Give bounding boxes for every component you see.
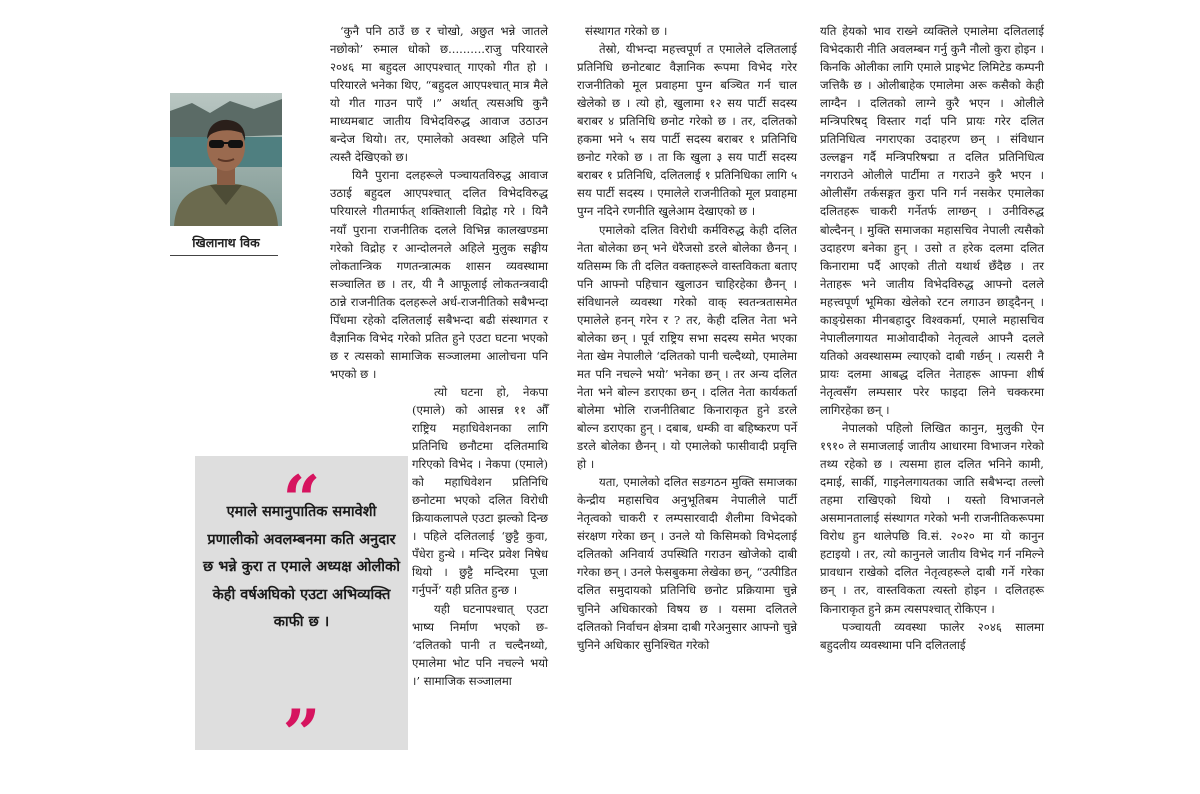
- col2-paragraph-3: एमालेको दलित विरोधी कर्मविरुद्ध केही दलित नेता बोलेका छन् भने धेरैजसो डरले बोलेका छैनन् । यतिसम्म कि ती दलित वक्ताहरूले वास्तविकता बताए पनि आफ्नो पहिचान खुलाउन चाहिरहेका छैनन् । संविधानले व्यवस्था गरेको वाक् स्वतन्त्रतासमेत एमालेले हनन् गरेन र ? तर, केही दलित नेता भने बोलेका छन् । पूर्व राष्ट्रिय सभा सदस्य समेत भएका नेता खेम नेपालीले ‘दलितको पानी चल्दैथ्यो, एमालेमा मत पनि नचल्ने भयो’ भनेका छन् । तर अन्य दलित नेता भने बोल्न डराएका छन् । दलित नेता कार्यकर्ता बोलेमा भोलि राजनीतिबाट किनाराकृत हुने डरले बोल्न डराएका हुन् । दबाब, धम्की वा बहिष्करण पर्ने डरले बोलेका छैनन् । यो एमालेको फासीवादी प्रवृत्ति हो ।: [577, 222, 797, 472]
- col2-paragraph-1: संस्थागत गरेको छ ।: [585, 24, 668, 38]
- pull-quote-text: एमाले समानुपातिक समावेशी प्रणालीको अवलम्बनमा कति अनुदार छ भन्ने कुरा त एमाले अध्यक्ष ओलीको केही वर्षअघिको एउटा अभिव्यक्ति काफी छ ।: [203, 504, 400, 630]
- col3-paragraph-2: नेपालको पहिलो लिखित कानुन, मुलुकी ऐन १९१० ले समाजलाई जातीय आधारमा विभाजन गरेको तथ्य रहेको छ । त्यसमा हाल दलित भनिने कामी, दमाई, सार्की, गाइनेलगायतका जाति सबैभन्दा तल्लो तहमा राखिएको थियो । यस्तो विभाजनले असमानतालाई संस्थागत गरेको भनी राजनीतिकरूपमा विरोध हुन थालेपछि वि.सं. २०२० मा यो कानुन हटाइयो । तर, त्यो कानुनले जातीय विभेद गर्न नमिल्ने प्रावधान राखेको दलित नेतृत्वहरूले दाबी गर्ने गरेका छन् । तर, वास्तविकता त्यस्तो होइन । दलितहरू किनाराकृत हुने क्रम त्यसपश्चात् रोकिएन ।: [820, 421, 1044, 616]
- author-photo: [170, 93, 282, 226]
- col2-paragraph-4: यता, एमालेको दलित सङगठन मुक्ति समाजका केन्द्रीय महासचिव अनुभूतिबम नेपालीले पार्टी नेतृत्वको चाकरी र लम्पसारवादी शैलीमा विभेदको संरक्षण गरेका छन् । उनले यो किसिमको विभेदलाई दलितको अनिवार्य उपस्थिति गराउन खोजेको दाबी गरेका छन् । उनले फेसबुकमा लेखेका छन्, “उत्पीडित दलित समुदायको प्रतिनिधि छनोट प्रक्रियामा चुन्ने चुनिने अधिकारको विषय छ । यसमा दलितले दलितको निर्वाचन क्षेत्रमा दाबी गरेअनुसार आफ्नो चुन्ने चुनिने अधिकार सुनिश्चित गरेको: [577, 475, 797, 652]
- close-quote-icon: ”: [282, 695, 321, 773]
- col1-paragraph-1: ‘कुनै पनि ठाउँ छ र चोखो, अछुत भन्ने जातले नछोको’ रुमाल धोको छ..........राजु परियारले २०४६ मा बहुदल आएपश्चात् गाएको गीत हो । परियारले भनेका थिए, “बहुदल आएपश्चात् मात्र मैले यो गीत गाउन पाएँ ।” अर्थात् त्यसअघि कुनै माध्यमबाट जातीय विभेदविरुद्ध आवाज उठाउन बन्देज थियो। तर, एमालेको अवस्था अहिले पनि त्यस्तै देखिएको छ।: [330, 24, 548, 165]
- article-column-3: [820, 22, 1044, 654]
- col3-paragraph-3: पञ्चायती व्यवस्था फालेर २०४६ सालमा बहुदलीय व्यवस्थामा पनि दलितलाई: [820, 619, 1044, 652]
- caption-divider: [170, 255, 278, 256]
- col2-paragraph-2: तेस्रो, यीभन्दा महत्त्वपूर्ण त एमालेले दलितलाई प्रतिनिधि छनोटबाट वैज्ञानिक रूपमा विभेद गरेर राजनीतिको मूल प्रवाहमा पुग्न बञ्चित गर्न चाल खेलेको छ । त्यो हो, खुलामा १२ सय पार्टी सदस्य बराबर ४ प्रतिनिधि छनोट गरेको छ । तर, दलितको हकमा भने ५ सय पार्टी सदस्य बराबर १ प्रतिनिधि छनोट गरेको छ । ता कि खुला ३ सय पार्टी सदस्य बराबर १ प्रतिनिधि, दलितलाई १ प्रतिनिधिका लागि ५ सय पार्टी सदस्य । एमालेले राजनीतिको मूल प्रवाहमा पुग्न नदिने रणनीति खुलेआम देखाएको छ ।: [577, 42, 797, 219]
- col3-paragraph-1: यति हेयको भाव राख्ने व्यक्तिले एमालेमा दलितलाई विभेदकारी नीति अवलम्बन गर्नु कुनै नौलो कुरा होइन । किनकि ओलीका लागि एमाले प्राइभेट लिमिटेड कम्पनी जत्तिकै छ । ओलीबाहेक एमालेमा अरू कसैको केही लाग्दैन । दलितको लाग्ने कुरै भएन । ओलीले मन्त्रिपरिषद् विस्तार गर्दा पनि प्रायः गरेर दलित प्रतिनिधित्व नगराएका उदाहरण छन् । संविधान उल्लङ्घन गर्दै मन्त्रिपरिषद्मा त दलित प्रतिनिधित्व नगराउने ओलीले पार्टीमा त गराउने कुरै भएन । ओलीसँग तर्कसङ्गत कुरा पनि गर्न नसकेर एमालेका दलितहरू चाकरी गर्नेतर्फ लाग्छन् । उनीविरुद्ध बोल्दैनन् । मुक्ति समाजका महासचिव नेपाली त्यसैको उदाहरण बनेका हुन् । उसो त हरेक दलमा दलित किनारामा पर्दै आएको तीतो यथार्थ छँदैछ । तर नेताहरू भने जातीय विभेदविरुद्ध आफ्नो दलले महत्त्वपूर्ण भूमिका खेलेको रटन लगाउन छाड्दैनन् । काङ्ग्रेसका मीनबहादुर विश्वकर्मा, एमाले महासचिव नेपालीलगायत माओवादीको नेतृत्वले आफ्नै दलले यतिको अवस्थासम्म ल्याएको दाबी गर्छन् । त्यसरी नै प्रायः दलमा आबद्ध दलित नेताहरू आफ्ना शीर्ष नेतृत्वसँग लम्पसार परेर फाइदा लिने चक्करमा लागिरहेका छन् ।: [820, 24, 1044, 417]
- col1-narrow-block: [412, 383, 548, 690]
- author-caption: खिलानाथ विक: [192, 235, 260, 250]
- col1-paragraph-2: यिनै पुराना दलहरूले पञ्चायतविरुद्ध आवाज उठाई बहुदल आएपश्चात् दलित विभेदविरुद्ध परियारले गीतमार्फत् शक्तिशाली विद्रोह गरे । यिनै नयाँ पुराना राजनीतिक दलले विभिन्न कालखण्डमा गरेको विद्रोह र आन्दोलनले अहिले मुलुक सङ्घीय लोकतान्त्रिक गणतन्त्रात्मक शासन व्यवस्थामा सञ्चालित छ । तर, यी नै आफूलाई लोकतन्त्रवादी ठान्ने राजनीतिक दलहरूले अर्ध-राजनीतिको सबैभन्दा पिँधमा रहेको दलितलाई सबैभन्दा बढी संस्थागत र वैज्ञानिक विभेद गरेको प्रतित हुने एउटा घटना भएको छ र त्यसको सामाजिक सञ्जालमा आलोचना पनि भएको छ ।: [330, 168, 548, 381]
- col1-paragraph-3: त्यो घटना हो, नेकपा (एमाले) को आसन्न ११ औँ राष्ट्रिय महाधिवेशनका लागि प्रतिनिधि छनौटमा दलितमाथि गरिएको विभेद । नेकपा (एमाले) को महाधिवेशन प्रतिनिधि छनोटमा भएको दलित विरोधी क्रियाकलापले एउटा झल्को दिन्छ । पहिले दलितलाई ‘छुट्टै कुवा, पँधेरा हुन्थे । मन्दिर प्रवेश निषेध थियो । छुट्टै मन्दिरमा पूजा गर्नुपर्ने’ यही प्रतित हुन्छ ।: [412, 384, 548, 598]
- article-column-2: [577, 22, 797, 654]
- open-quote-icon: “: [282, 461, 321, 539]
- pull-quote-box: [195, 456, 408, 773]
- col1-paragraph-4: यही घटनापश्चात् एउटा भाष्य निर्माण भएको छ- ‘दलितको पानी त चल्दैनथ्यो, एमालेमा भोट पनि नचल्ने भयो ।’ सामाजिक सञ्जालमा: [412, 601, 548, 688]
